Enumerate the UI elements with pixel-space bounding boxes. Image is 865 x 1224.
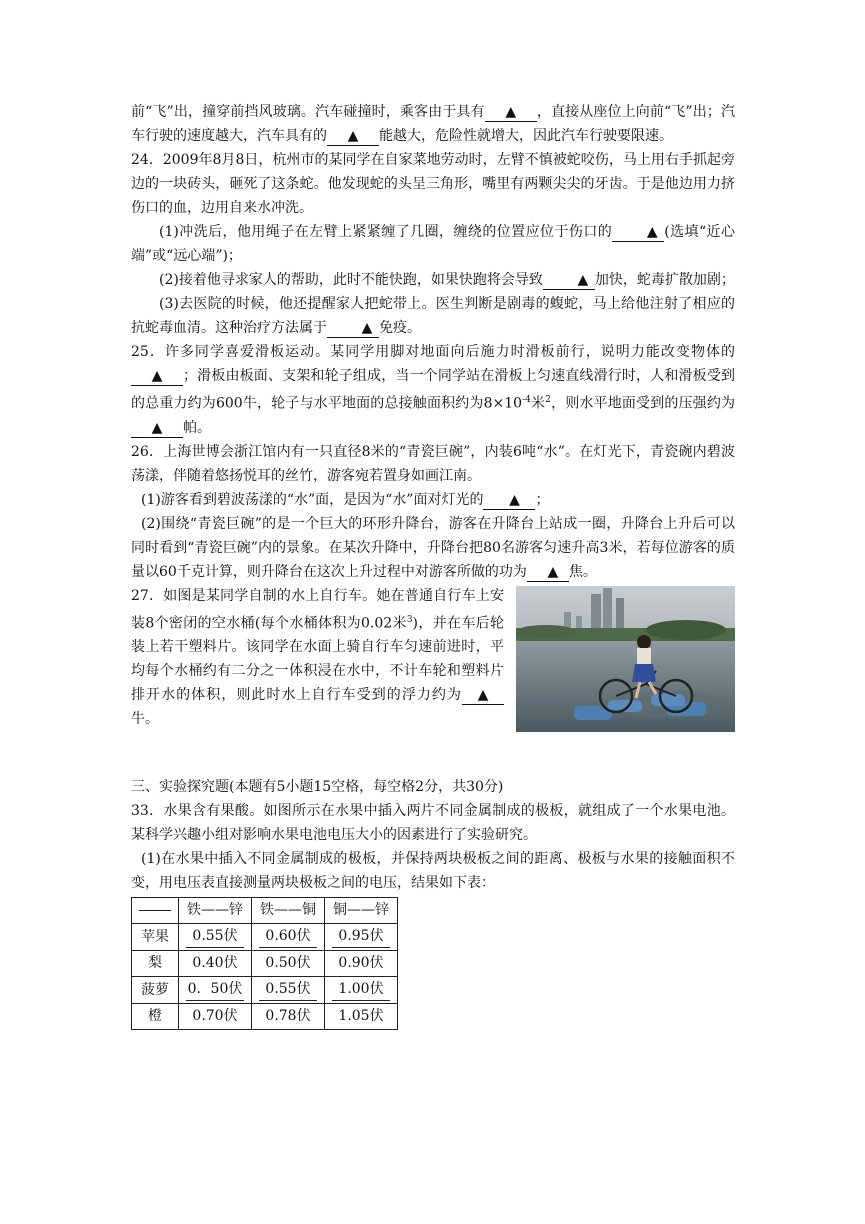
water-bicycle-image	[516, 586, 735, 732]
q26-intro: 26．上海世博会浙江馆内有一只直径8米的“青瓷巨碗”，内装6吨“水”。在灯光下，青瓷碗内碧波荡漾，伴随着悠扬悦耳的丝竹，游客宛若置身如画江南。	[131, 443, 735, 484]
row-header: 橙	[132, 1004, 179, 1030]
voltage-cell: 0.55伏	[259, 979, 317, 1001]
table-row	[132, 924, 398, 951]
row-header: 苹果	[132, 924, 179, 951]
column-header: 铁——铜	[252, 898, 325, 924]
voltage-cell: 0.90伏	[325, 951, 398, 977]
q24-intro: 24．2009年8月8日，杭州市的某同学在自家菜地劳动时，左臂不慎被蛇咬伤，马上用右手抓起旁边的一块砖头，砸死了这条蛇。他发现蛇的头呈三角形，嘴里有两颗尖尖的牙齿。于是他边用力挤伤口的血，边用自来水冲洗。	[131, 152, 735, 216]
q33-intro: 33．水果含有果酸。如图所示在水果中插入两片不同金属制成的极板，就组成了一个水果电池。某科学兴趣小组对影响水果电池电压大小的因素进行了实验研究。	[131, 803, 735, 844]
table-row	[132, 951, 398, 977]
voltage-cell: 0.40伏	[179, 951, 252, 977]
q24-part2: (2)接着他寻求家人的帮助，此时不能快跑，如果快跑将会导致 ▲ 加快，蛇毒扩散加剧；	[159, 272, 735, 288]
corner-cell	[132, 898, 179, 924]
voltage-cell: 0.60伏	[259, 926, 317, 948]
answer-blank[interactable]: ▲	[485, 103, 537, 122]
q23-continuation: 前“飞”出，撞穿前挡风玻璃。汽车碰撞时，乘客由于具有 ▲ ，直接从座位上向前“飞”出；汽车行驶的速度越大，汽车具有的 ▲ 能越大，危险性就增大，因此汽车行驶要限速。	[131, 104, 735, 144]
q25: 25．许多同学喜爱滑板运动。某同学用脚对地面向后施力时滑板前行，说明力能改变物体的▲ ；滑板由板面、支架和轮子组成，当一个同学站在滑板上匀速直线滑行时，人和滑板受到的总重力约为600牛，轮子与水平地面的总接触面积约为$8\times 10^{-4}$米$^2$，则水平地面受到的压强约为▲ 帕。	[131, 344, 736, 436]
column-header: 铜——锌	[325, 898, 398, 924]
voltage-cell: 0.50伏	[252, 951, 325, 977]
column-header: 铁——锌	[179, 898, 252, 924]
voltage-cell: 0.70伏	[179, 1004, 252, 1030]
results-table	[131, 897, 398, 1030]
q26-part2: (2)围绕“青瓷巨碗”的是一个巨大的环形升降台，游客在升降台上站成一圈，升降台上升后可以同时看到“青瓷巨碗”内的景象。在某次升降中，升降台把80名游客匀速升高3米，若每位游客的质量以60千克计算，则升降台在这次上升过程中对游客所做的功为 ▲ 焦。	[131, 515, 735, 580]
answer-blank[interactable]: ▲	[527, 563, 569, 582]
answer-blank[interactable]: ▲	[612, 223, 664, 242]
q24-part3: (3)去医院的时候，他还提醒家人把蛇带上。医生判断是剧毒的蝮蛇，马上给他注射了相应的抗蛇毒血清。这种治疗方法属于 ▲ 免疫。	[131, 296, 735, 336]
voltage-cell: 1.00伏	[332, 979, 390, 1001]
answer-blank[interactable]: ▲	[483, 491, 535, 510]
answer-blank[interactable]: ▲	[131, 419, 183, 438]
table-row	[132, 977, 398, 1004]
voltage-cell: 0.78伏	[252, 1004, 325, 1030]
exam-page	[131, 100, 735, 1030]
q26-part1: (1)游客看到碧波荡漾的“水”面，是因为“水”面对灯光的 ▲ ；	[141, 491, 550, 508]
voltage-cell: 1.05伏	[325, 1004, 398, 1030]
table-header-row	[132, 898, 398, 924]
answer-blank[interactable]: ▲	[327, 127, 379, 146]
answer-blank[interactable]: ▲	[131, 367, 183, 386]
q27: 27．如图是某同学自制的水上自行车。她在普通自行车上安装8个密闭的空水桶(每个水桶体积为0.02米$^3$)，并在车后轮装上若干塑料片。该同学在水面上骑自行车匀速前进时，平均每个水桶约有二分之一体积浸在水中，不计车轮和塑料片排开水的体积，则此时水上自行车受到的浮力约为 ▲ 牛。	[131, 587, 504, 728]
q24-part1: (1)冲洗后，他用绳子在左臂上紧紧缠了几圈，缠绕的位置应位于伤口的 ▲ (选填“近心端”或“远心端”)；	[131, 224, 735, 264]
voltage-cell: 0.55伏	[186, 926, 244, 948]
voltage-cell: 0．50伏	[186, 979, 244, 1001]
row-header: 梨	[132, 951, 179, 977]
water-bicycle-photo	[516, 586, 735, 732]
table-row	[132, 1004, 398, 1030]
answer-blank[interactable]: ▲	[327, 319, 379, 338]
row-header: 菠萝	[132, 977, 179, 1004]
answer-blank[interactable]: ▲	[543, 271, 595, 290]
answer-blank[interactable]: ▲	[462, 686, 504, 705]
q33-part1: (1)在水果中插入不同金属制成的极板，并保持两块极板之间的距离、极板与水果的接触面积不变，用电压表直接测量两块极板之间的电压，结果如下表：	[131, 851, 735, 892]
section-title: 三、实验探究题(本题有5小题15空格，每空格2分，共30分)	[131, 779, 504, 796]
voltage-cell: 0.95伏	[332, 926, 390, 948]
